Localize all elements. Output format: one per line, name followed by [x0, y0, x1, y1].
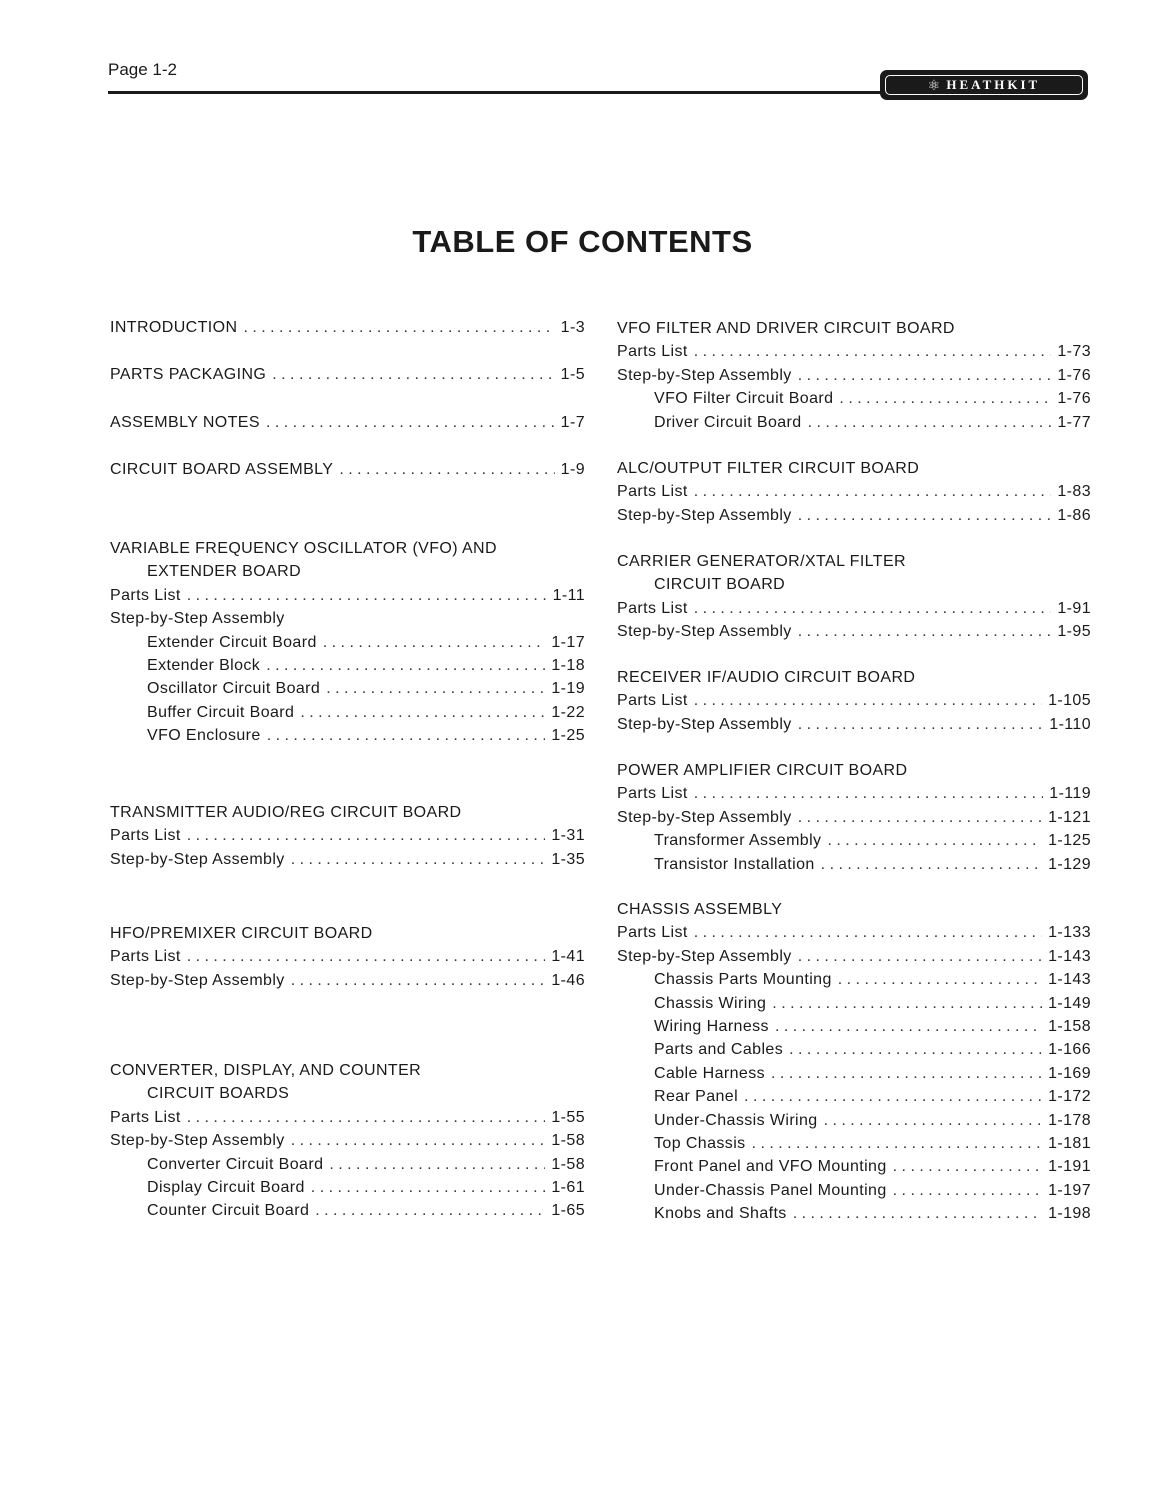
toc-page: 1-105 [1048, 692, 1091, 710]
toc-section-circuit-board-assembly [110, 458, 585, 481]
toc-entry[interactable] [110, 701, 585, 724]
toc-label: Under-Chassis Wiring [654, 1111, 818, 1129]
toc-label: Step-by-Step Assembly [617, 715, 792, 733]
dot-leader [798, 806, 1042, 829]
dot-leader [694, 597, 1052, 620]
toc-label: Step-by-Step Assembly [110, 1132, 285, 1150]
dot-leader [775, 1015, 1042, 1038]
toc-page: 1-198 [1048, 1205, 1091, 1223]
toc-entry[interactable] [617, 713, 1091, 736]
toc-page: 1-178 [1048, 1111, 1091, 1129]
dot-leader [744, 1085, 1042, 1108]
toc-entry[interactable] [617, 1109, 1091, 1132]
toc-entry[interactable] [617, 1179, 1091, 1202]
heathkit-logo [880, 70, 1088, 100]
dot-leader [771, 1062, 1042, 1085]
toc-heading: HFO/PREMIXER CIRCUIT BOARD [110, 925, 373, 942]
toc-heading: CIRCUIT BOARD [654, 576, 786, 594]
toc-entry[interactable] [617, 806, 1091, 829]
dot-leader [329, 1153, 545, 1176]
toc-heading: POWER AMPLIFIER CIRCUIT BOARD [617, 762, 908, 779]
logo-frame [885, 75, 1083, 95]
dot-leader [315, 1199, 545, 1222]
toc-label: Converter Circuit Board [147, 1155, 324, 1173]
dot-leader [187, 824, 546, 847]
toc-page: 1-22 [551, 703, 585, 721]
document-title: TABLE OF CONTENTS [412, 224, 753, 259]
toc-label: Parts List [617, 785, 688, 803]
dot-leader [893, 1179, 1042, 1202]
toc-label: Wiring Harness [654, 1018, 769, 1036]
toc-section-parts-packaging [110, 363, 585, 386]
toc-label: Top Chassis [654, 1135, 746, 1153]
toc-label: Step-by-Step Assembly [110, 850, 285, 868]
toc-page: 1-95 [1057, 623, 1091, 641]
dot-leader [694, 480, 1052, 503]
toc-page: 1-133 [1048, 924, 1091, 942]
dot-leader [187, 1106, 546, 1129]
toc-entry[interactable] [110, 654, 585, 677]
toc-section-alc [617, 457, 1091, 527]
toc-label: Parts List [110, 948, 181, 966]
toc-entry[interactable] [617, 921, 1091, 944]
toc-entry[interactable] [110, 458, 585, 481]
toc-label: Parts List [617, 483, 688, 501]
toc-entry[interactable] [110, 677, 585, 700]
toc-label: Buffer Circuit Board [147, 703, 295, 721]
toc-entry[interactable] [617, 945, 1091, 968]
toc-entry[interactable] [617, 340, 1091, 363]
toc-label: INTRODUCTION [110, 319, 238, 336]
toc-page: 1-11 [552, 586, 585, 604]
toc-entry[interactable] [110, 1106, 585, 1129]
toc-entry[interactable] [617, 1202, 1091, 1225]
atom-icon: ⚛ [927, 77, 941, 93]
toc-page: 1-61 [551, 1179, 585, 1197]
toc-subheading: Step-by-Step Assembly [110, 610, 285, 628]
toc-entry[interactable] [617, 1062, 1091, 1085]
toc-label: Front Panel and VFO Mounting [654, 1158, 887, 1176]
dot-leader [772, 992, 1042, 1015]
toc-section-power-amplifier [617, 759, 1091, 876]
toc-section-converter [110, 1059, 585, 1223]
toc-page: 1-166 [1048, 1041, 1091, 1059]
toc-entry[interactable] [617, 1038, 1091, 1061]
dot-leader [300, 701, 545, 724]
toc-entry[interactable] [617, 1155, 1091, 1178]
toc-label: ASSEMBLY NOTES [110, 414, 260, 431]
toc-label: Rear Panel [654, 1088, 739, 1106]
toc-page: 1-35 [551, 850, 585, 868]
toc-label: Parts List [110, 1108, 181, 1126]
toc-heading: CHASSIS ASSEMBLY [617, 901, 783, 918]
toc-label: Display Circuit Board [147, 1179, 305, 1197]
toc-page: 1-86 [1057, 506, 1091, 524]
toc-heading: ALC/OUTPUT FILTER CIRCUIT BOARD [617, 460, 920, 477]
toc-entry[interactable] [110, 411, 585, 434]
toc-page: 1-76 [1057, 390, 1091, 408]
toc-page: 1-7 [560, 414, 585, 431]
toc-page: 1-65 [551, 1202, 585, 1220]
dot-leader [824, 1109, 1042, 1132]
toc-heading: VFO FILTER AND DRIVER CIRCUIT BOARD [617, 320, 955, 337]
dot-leader [323, 631, 546, 654]
toc-label: Step-by-Step Assembly [110, 971, 285, 989]
dot-leader [893, 1155, 1042, 1178]
toc-label: Under-Chassis Panel Mounting [654, 1181, 887, 1199]
toc-page: 1-158 [1048, 1018, 1091, 1036]
dot-leader [187, 945, 546, 968]
toc-label: Knobs and Shafts [654, 1205, 787, 1223]
toc-page: 1-55 [551, 1108, 585, 1126]
toc-entry[interactable] [110, 969, 585, 992]
toc-heading: EXTENDER BOARD [147, 563, 302, 581]
dot-leader [326, 677, 545, 700]
toc-entry[interactable] [110, 631, 585, 654]
toc-label: Parts List [617, 692, 688, 710]
toc-page: 1-191 [1048, 1158, 1091, 1176]
toc-page: 1-31 [551, 827, 585, 845]
toc-page: 1-46 [551, 971, 585, 989]
dot-leader [243, 316, 554, 339]
dot-leader [808, 411, 1052, 434]
toc-label: VFO Filter Circuit Board [654, 390, 834, 408]
toc-entry[interactable] [110, 945, 585, 968]
toc-entry[interactable] [110, 1129, 585, 1152]
dot-leader [839, 387, 1051, 410]
toc-entry[interactable] [617, 504, 1091, 527]
dot-leader [272, 363, 554, 386]
toc-entry[interactable] [617, 853, 1091, 876]
dot-leader [821, 853, 1042, 876]
toc-entry[interactable] [110, 1153, 585, 1176]
toc-label: Driver Circuit Board [654, 413, 802, 431]
dot-leader [267, 724, 546, 747]
toc-label: Oscillator Circuit Board [147, 680, 321, 698]
toc-page: 1-119 [1049, 785, 1091, 803]
toc-entry[interactable] [110, 1176, 585, 1199]
toc-label: Extender Circuit Board [147, 633, 317, 651]
toc-heading: CARRIER GENERATOR/XTAL FILTER [617, 553, 906, 570]
toc-page: 1-91 [1057, 599, 1091, 617]
toc-label: Transistor Installation [654, 855, 815, 873]
toc-page: 1-197 [1048, 1181, 1091, 1199]
toc-entry[interactable] [617, 387, 1091, 410]
dot-leader [827, 829, 1042, 852]
toc-label: Parts List [617, 599, 688, 617]
toc-entry[interactable] [110, 1199, 585, 1222]
toc-label: Parts List [110, 586, 181, 604]
toc-section-transmitter [110, 801, 585, 871]
toc-page: 1-172 [1048, 1088, 1091, 1106]
toc-page: 1-73 [1057, 343, 1091, 361]
toc-entry[interactable] [617, 1132, 1091, 1155]
toc-label: VFO Enclosure [147, 727, 261, 745]
dot-leader [291, 1129, 546, 1152]
toc-heading: CONVERTER, DISPLAY, AND COUNTER [110, 1062, 422, 1079]
toc-page: 1-169 [1048, 1064, 1091, 1082]
toc-page: 1-125 [1048, 832, 1091, 850]
toc-entry[interactable] [617, 620, 1091, 643]
toc-entry[interactable] [617, 597, 1091, 620]
toc-page: 1-76 [1057, 366, 1091, 384]
dot-leader [793, 1202, 1042, 1225]
dot-leader [798, 620, 1052, 643]
toc-entry[interactable] [617, 480, 1091, 503]
logo-text: HEATHKIT [946, 77, 1041, 92]
toc-section-carrier [617, 550, 1091, 644]
dot-leader [694, 921, 1042, 944]
toc-label: Step-by-Step Assembly [617, 506, 792, 524]
toc-entry[interactable] [617, 411, 1091, 434]
toc-section-vfo [110, 537, 585, 748]
dot-leader [798, 504, 1052, 527]
dot-leader [752, 1132, 1043, 1155]
toc-label: Step-by-Step Assembly [617, 808, 792, 826]
toc-section-vfo-filter [617, 317, 1091, 434]
toc-label: Parts List [617, 924, 688, 942]
toc-page: 1-77 [1057, 413, 1091, 431]
toc-page: 1-41 [551, 948, 585, 966]
toc-page: 1-181 [1048, 1135, 1091, 1153]
toc-page: 1-5 [560, 366, 585, 383]
toc-heading: CIRCUIT BOARDS [147, 1085, 290, 1103]
toc-page: 1-121 [1048, 808, 1091, 826]
toc-entry[interactable] [110, 824, 585, 847]
toc-page: 1-17 [551, 633, 585, 651]
dot-leader [798, 364, 1052, 387]
toc-page: 1-143 [1048, 971, 1091, 989]
dot-leader [694, 689, 1042, 712]
toc-page: 1-9 [560, 461, 585, 478]
toc-page: 1-58 [551, 1132, 585, 1150]
toc-section-introduction [110, 316, 585, 339]
toc-label: Chassis Parts Mounting [654, 971, 832, 989]
dot-leader [838, 968, 1042, 991]
dot-leader [694, 782, 1044, 805]
toc-entry[interactable] [617, 992, 1091, 1015]
toc-entry[interactable] [617, 689, 1091, 712]
page-number: Page 1-2 [108, 60, 177, 79]
dot-leader [789, 1038, 1042, 1061]
toc-page: 1-3 [560, 319, 585, 336]
toc-entry[interactable] [617, 1085, 1091, 1108]
toc-label: Extender Block [147, 657, 261, 675]
dot-leader [798, 713, 1044, 736]
toc-entry[interactable] [617, 829, 1091, 852]
header-rule [108, 91, 884, 94]
toc-label: Parts and Cables [654, 1041, 784, 1059]
dot-leader [266, 411, 555, 434]
dot-leader [291, 848, 546, 871]
dot-leader [187, 584, 547, 607]
toc-page: 1-110 [1049, 715, 1091, 733]
toc-page: 1-149 [1048, 994, 1091, 1012]
toc-label: Parts List [617, 343, 688, 361]
toc-page: 1-58 [551, 1155, 585, 1173]
toc-page: 1-129 [1048, 855, 1091, 873]
toc-page: 1-18 [551, 657, 585, 675]
dot-leader [339, 458, 554, 481]
toc-label: Step-by-Step Assembly [617, 366, 792, 384]
toc-label: PARTS PACKAGING [110, 366, 267, 383]
toc-label: Counter Circuit Board [147, 1202, 310, 1220]
toc-entry[interactable] [617, 364, 1091, 387]
toc-entry[interactable] [617, 1015, 1091, 1038]
dot-leader [291, 969, 546, 992]
toc-page: 1-25 [551, 727, 585, 745]
toc-section-receiver [617, 666, 1091, 736]
toc-label: Transformer Assembly [654, 832, 822, 850]
toc-entry[interactable] [617, 782, 1091, 805]
toc-label: Parts List [110, 827, 181, 845]
toc-section-chassis [617, 898, 1091, 1226]
toc-label: CIRCUIT BOARD ASSEMBLY [110, 461, 334, 478]
toc-label: Chassis Wiring [654, 994, 767, 1012]
toc-label: Step-by-Step Assembly [617, 623, 792, 641]
toc-entry[interactable] [110, 584, 585, 607]
dot-leader [694, 340, 1052, 363]
toc-heading: VARIABLE FREQUENCY OSCILLATOR (VFO) AND [110, 540, 497, 557]
page-header [0, 0, 1165, 110]
toc-section-hfo [110, 922, 585, 992]
toc-label: Cable Harness [654, 1064, 766, 1082]
toc-entry[interactable] [110, 724, 585, 747]
toc-page: 1-143 [1048, 947, 1091, 965]
toc-heading: TRANSMITTER AUDIO/REG CIRCUIT BOARD [110, 804, 462, 821]
toc-heading: RECEIVER IF/AUDIO CIRCUIT BOARD [617, 669, 916, 686]
toc-entry[interactable] [110, 363, 585, 386]
toc-label: Step-by-Step Assembly [617, 947, 792, 965]
dot-leader [798, 945, 1042, 968]
dot-leader [266, 654, 545, 677]
toc-entry[interactable] [110, 848, 585, 871]
dot-leader [311, 1176, 546, 1199]
toc-page: 1-83 [1057, 483, 1091, 501]
toc-page: 1-19 [551, 680, 585, 698]
toc-section-assembly-notes [110, 411, 585, 434]
toc-entry[interactable] [110, 316, 585, 339]
toc-entry[interactable] [617, 968, 1091, 991]
